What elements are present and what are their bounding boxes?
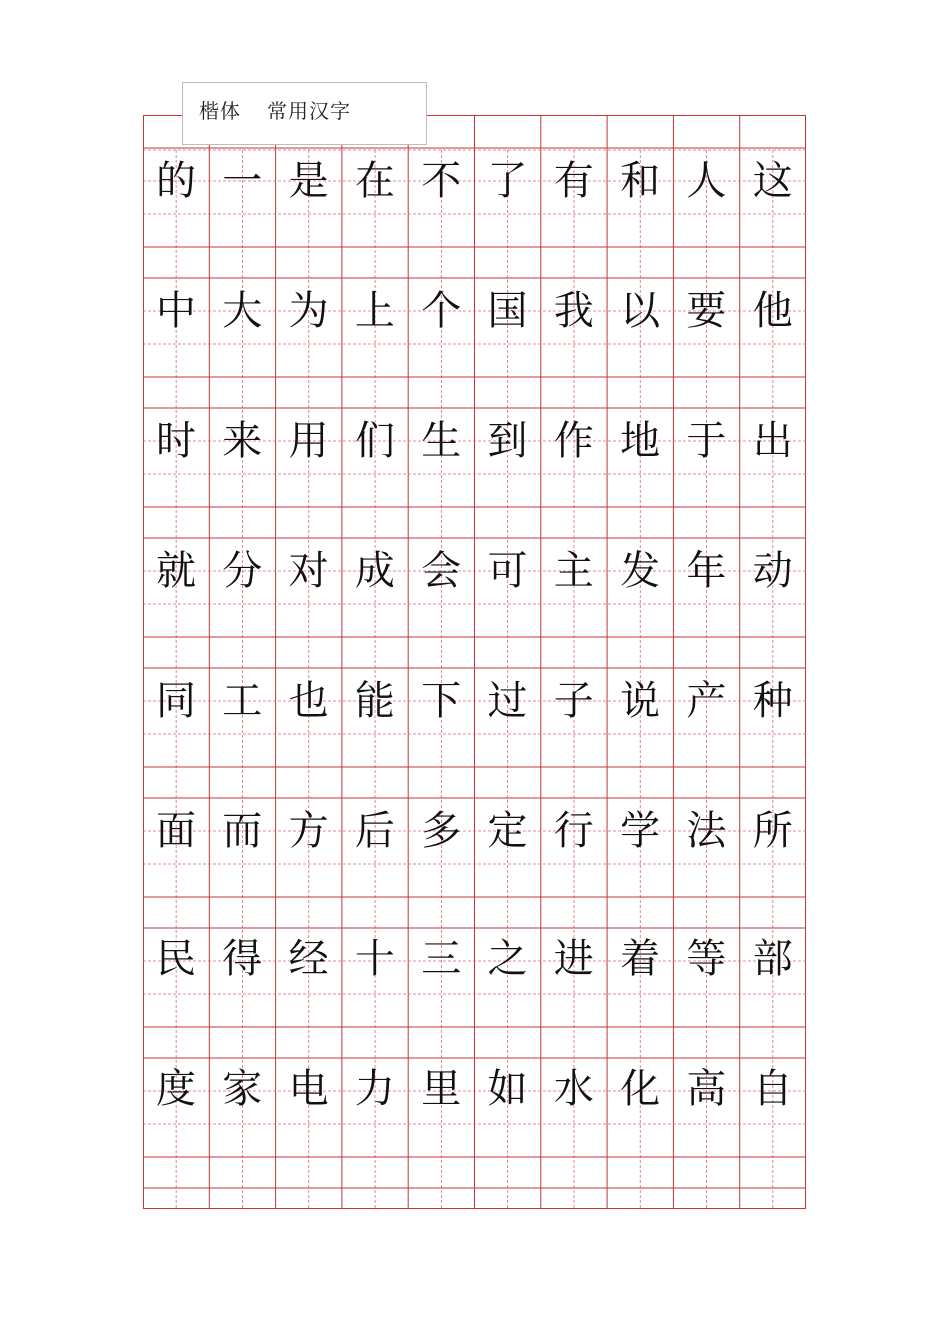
practice-character: 国 bbox=[487, 288, 528, 334]
practice-character: 电 bbox=[288, 1066, 329, 1112]
practice-character: 说 bbox=[620, 678, 661, 724]
practice-character: 高 bbox=[686, 1066, 727, 1112]
practice-character: 种 bbox=[752, 678, 793, 724]
practice-character: 时 bbox=[156, 418, 196, 464]
practice-character: 成 bbox=[354, 548, 395, 594]
practice-character: 水 bbox=[553, 1066, 594, 1112]
practice-character: 主 bbox=[553, 548, 594, 594]
practice-character: 动 bbox=[752, 548, 793, 594]
practice-character: 生 bbox=[421, 418, 462, 464]
practice-character: 度 bbox=[156, 1066, 196, 1112]
practice-character: 面 bbox=[156, 808, 196, 854]
practice-character: 的 bbox=[156, 158, 196, 204]
practice-character: 他 bbox=[752, 288, 793, 334]
practice-character: 到 bbox=[487, 418, 528, 464]
practice-character: 等 bbox=[686, 936, 727, 982]
practice-character: 子 bbox=[553, 678, 594, 724]
practice-character: 分 bbox=[222, 548, 263, 594]
practice-character: 如 bbox=[487, 1066, 528, 1112]
practice-character: 得 bbox=[222, 936, 263, 982]
practice-character: 多 bbox=[421, 808, 462, 854]
practice-character: 学 bbox=[620, 808, 661, 854]
practice-character: 之 bbox=[487, 936, 528, 982]
practice-character: 是 bbox=[288, 158, 329, 204]
practice-character: 用 bbox=[288, 418, 329, 464]
practice-character: 三 bbox=[421, 936, 462, 982]
practice-character: 方 bbox=[288, 808, 329, 854]
practice-character: 了 bbox=[487, 158, 528, 204]
practice-character: 就 bbox=[156, 548, 196, 594]
practice-character: 中 bbox=[156, 288, 196, 334]
practice-character: 出 bbox=[752, 418, 793, 464]
practice-character: 着 bbox=[620, 936, 661, 982]
practice-character: 这 bbox=[752, 158, 793, 204]
practice-character: 力 bbox=[354, 1066, 395, 1112]
practice-character: 为 bbox=[288, 288, 329, 334]
practice-character: 同 bbox=[156, 678, 196, 724]
practice-character: 我 bbox=[553, 288, 594, 334]
practice-character: 定 bbox=[487, 808, 528, 854]
practice-character: 上 bbox=[354, 288, 395, 334]
practice-character: 对 bbox=[288, 548, 329, 594]
practice-character: 在 bbox=[354, 158, 395, 204]
practice-character: 大 bbox=[222, 288, 263, 334]
practice-character: 后 bbox=[354, 808, 395, 854]
practice-character: 以 bbox=[620, 288, 661, 334]
practice-character: 化 bbox=[620, 1066, 661, 1112]
practice-character: 们 bbox=[354, 418, 395, 464]
sheet-title: 常用汉字 bbox=[267, 99, 351, 123]
practice-character: 自 bbox=[752, 1066, 793, 1112]
practice-character: 十 bbox=[354, 936, 395, 982]
font-label: 楷体 bbox=[199, 99, 241, 123]
practice-character: 可 bbox=[487, 548, 528, 594]
practice-character: 作 bbox=[553, 418, 594, 464]
practice-character: 个 bbox=[421, 288, 462, 334]
practice-character: 行 bbox=[553, 808, 594, 854]
practice-character: 过 bbox=[487, 678, 528, 724]
practice-character: 人 bbox=[686, 158, 727, 204]
practice-character: 要 bbox=[686, 288, 727, 334]
practice-character: 而 bbox=[222, 808, 263, 854]
practice-character: 里 bbox=[421, 1066, 462, 1112]
practice-character: 产 bbox=[686, 678, 727, 724]
practice-character: 法 bbox=[686, 808, 727, 854]
practice-character: 经 bbox=[288, 936, 329, 982]
practice-character: 一 bbox=[222, 158, 263, 204]
practice-character: 下 bbox=[421, 678, 462, 724]
practice-character: 来 bbox=[222, 418, 263, 464]
practice-character: 部 bbox=[752, 936, 793, 982]
practice-character: 发 bbox=[620, 548, 661, 594]
practice-character: 年 bbox=[686, 548, 727, 594]
practice-character: 民 bbox=[156, 936, 196, 982]
practice-character: 于 bbox=[686, 418, 727, 464]
practice-character: 所 bbox=[752, 808, 793, 854]
practice-character: 能 bbox=[354, 678, 395, 724]
practice-character: 进 bbox=[553, 936, 594, 982]
character-grid bbox=[143, 115, 806, 1209]
practice-character: 也 bbox=[288, 678, 329, 724]
practice-character: 会 bbox=[421, 548, 462, 594]
practice-character: 有 bbox=[553, 158, 594, 204]
practice-character: 不 bbox=[421, 158, 462, 204]
practice-character: 和 bbox=[620, 158, 661, 204]
practice-character: 地 bbox=[620, 418, 661, 464]
practice-character: 工 bbox=[222, 678, 263, 724]
practice-character: 家 bbox=[222, 1066, 263, 1112]
